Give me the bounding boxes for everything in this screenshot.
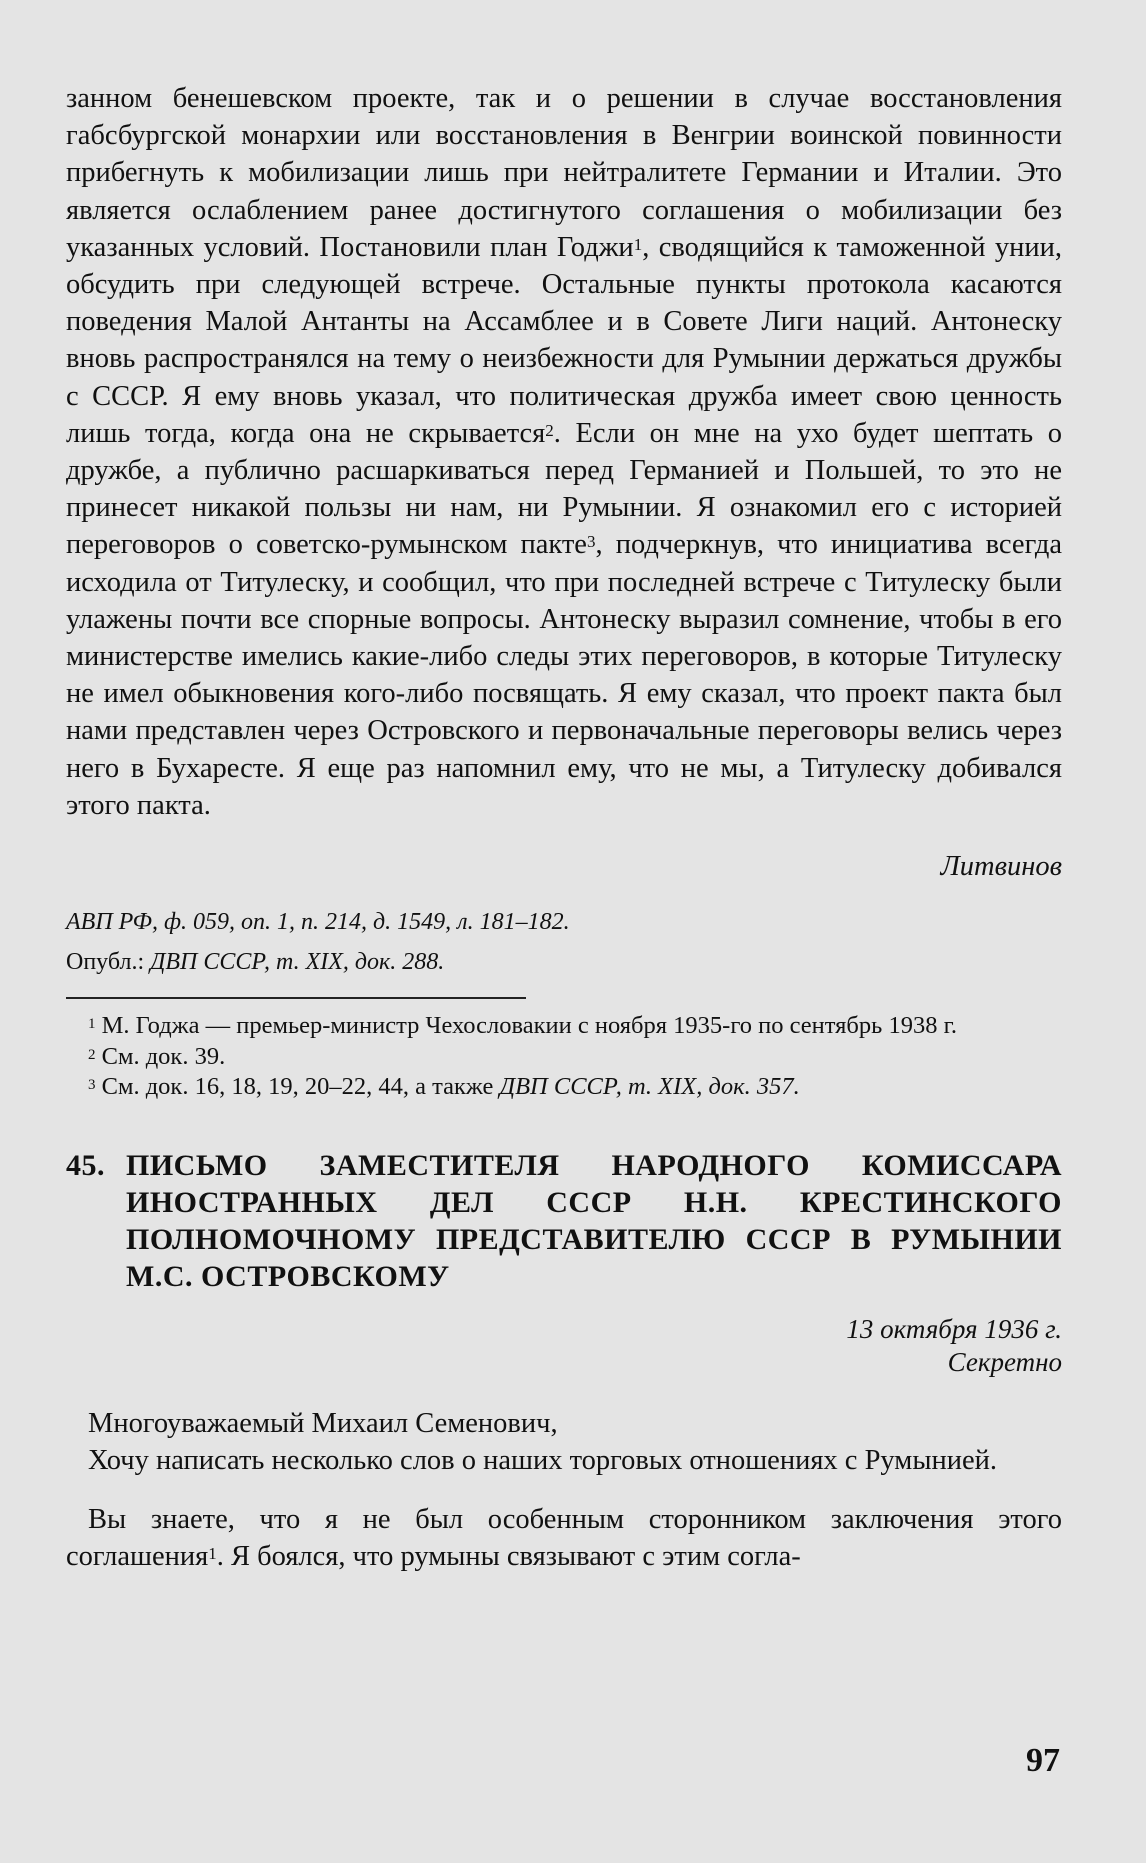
document-title: ПИСЬМО ЗАМЕСТИТЕЛЯ НАРОДНОГО КОМИССАРА ИНОСТРАННЫХ ДЕЛ СССР Н.Н. КРЕСТИНСКОГО ПОЛНОМОЧНОМУ ПРЕДСТАВИТЕЛЮ СССР В РУМЫНИИ М.С. ОСТРОВСКОМУ [126,1148,1062,1293]
footnote-ref[interactable]: 1 [633,234,643,254]
footnote-ref[interactable]: 1 [208,1544,217,1564]
salutation: Многоуважаемый Михаил Семенович, [88,1407,558,1439]
footnote: $^2$ См. док. 39. [88,1042,226,1070]
footnote-ref[interactable]: 2 [545,420,554,440]
letter-paragraph: Хочу написать несколько слов о наших торговых отношениях с Румынией. [88,1444,998,1476]
page-number: 97 [1026,1742,1060,1779]
signature: Литвинов [940,851,1062,883]
document-heading [66,1147,1062,1295]
footnote: $^3$ См. док. 16, 18, 19, 20–22, 44, а также ДВП СССР, т. XIX, док. 357. [88,1073,800,1101]
footnote-divider [66,997,526,999]
document-number: 45. [66,1148,105,1182]
body-paragraph: занном бенешевском проекте, так и о решении в случае восстановления габсбургской монархии или восстановления в Венгрии воинской повинности прибегнуть к мобилизации лишь при нейтралитете Германии и Италии. Это является ослаблением ранее достигнутого соглашения о мобилизации без указанных условий. Постановили план Годжи$^1$, сводящийся к таможенной унии, обсудить при следующей встрече. Остальные пункты протокола касаются поведения Малой Антанты на Ассамблее и в Совете Лиги наций. Антонеску вновь распространялся на тему о неизбежности для Румынии держаться дружбы с СССР. Я ему вновь указал, что политическая дружба имеет свою ценность лишь тогда, когда она не скрывается$^2$. Если он мне на ухо будет шептать о дружбе, а публично расшаркиваться перед Германией и Польшей, то это не принесет никакой пользы ни нам, ни Румынии. Я ознакомил его с историей переговоров о советско-румынском пакте$^3$, подчеркнув, что инициатива всегда исходила от Титулеску, и сообщил, что при последней встрече с Титулеску были улажены почти все спорные вопросы. Антонеску выразил сомнение, чтобы в его министерстве имелись какие-либо следы этих переговоров, в которые Титулеску не имел обыкновения кого-либо посвящать. Я ему сказал, что проект пакта был нами представлен через Островского и первоначальные переговоры велись через него в Бухаресте. Я еще раз напомнил ему, что не мы, а Титулеску добивался этого пакта. [66,83,1062,821]
classification-mark: Секретно [947,1346,1062,1377]
letter-paragraph: Вы знаете, что я не был особенным сторонником заключения этого соглашения$^1$. Я боялся, что румыны связывают с этим согла- [66,1503,1062,1573]
publication-reference: Опубл.: ДВП СССР, т. XIX, док. 288. [66,949,445,976]
footnote: $^1$ М. Годжа — премьер-министр Чехословакии с ноября 1935-го по сентябрь 1938 г. [88,1012,957,1040]
archive-reference: АВП РФ, ф. 059, оп. 1, п. 214, д. 1549, л. 181–182. [66,909,570,936]
document-date: 13 октября 1936 г. [846,1313,1062,1344]
footnote-ref[interactable]: 3 [586,532,596,552]
